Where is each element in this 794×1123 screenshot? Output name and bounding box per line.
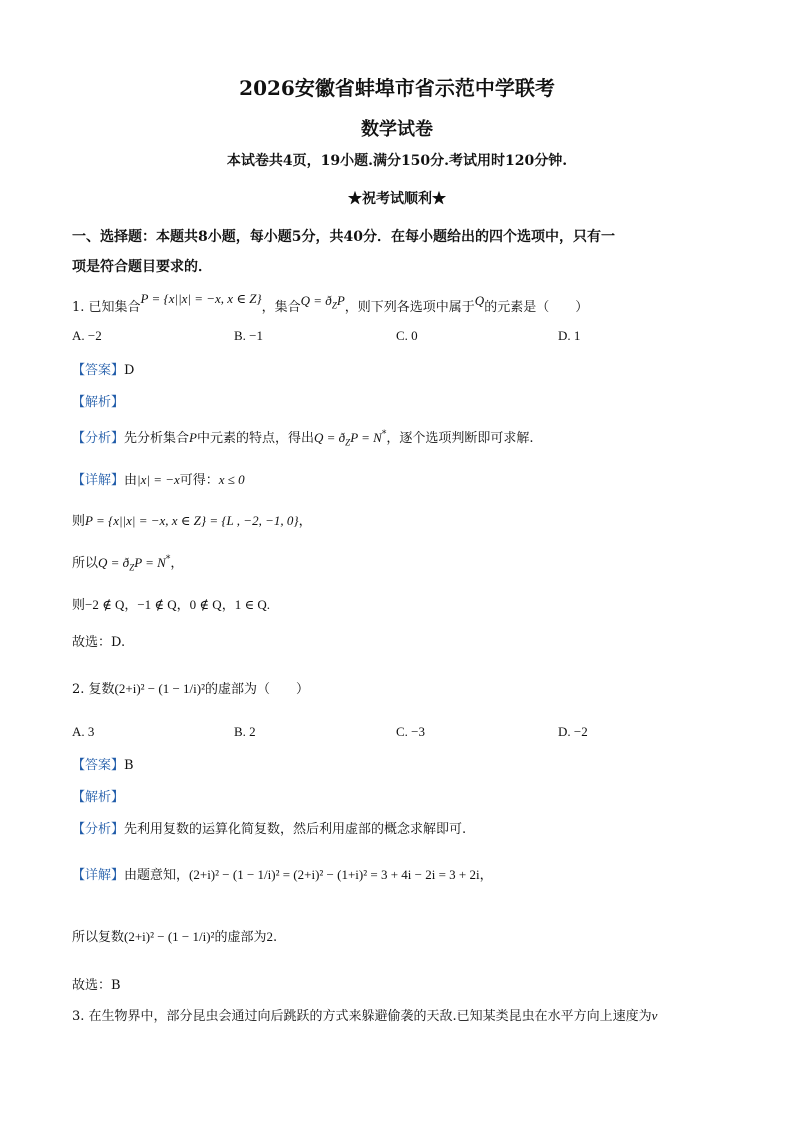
q2-line2: 所以复数(2+i)² − (1 − 1/i)²的虚部为2. bbox=[72, 929, 278, 945]
q1-xiangjie: 【详解】由|x| = −x可得：x ≤ 0 bbox=[72, 472, 245, 488]
q1-stem-d: 的元素是（ ） bbox=[484, 300, 589, 315]
q1-set-p: P = {x||x| = −x, x ∈ Z} bbox=[140, 291, 262, 306]
q2-option-d: D. −2 bbox=[558, 724, 588, 739]
q2-analysis-tag: 【解析】 bbox=[72, 790, 125, 805]
q2-option-b: B. 2 bbox=[234, 724, 256, 739]
q1-answer bbox=[72, 359, 134, 378]
section1-heading-line1: 一、选择题：本题共8小题，每小题5分，共40分．在每小题给出的四个选项中，只有一 bbox=[72, 229, 615, 245]
q1-option-b: B. −1 bbox=[234, 328, 264, 343]
q1-stem-b: ，集合 bbox=[261, 300, 301, 315]
q1-option-a: A. −2 bbox=[72, 328, 102, 343]
q2-stem: 2. 复数(2+i)² − (1 − 1/i)²的虚部为（ ） bbox=[72, 681, 310, 697]
q1-option-d: D. 1 bbox=[558, 328, 581, 343]
q1-analysis-tag: 【解析】 bbox=[72, 395, 125, 410]
q1-stem-a: 1. 已知集合 bbox=[72, 300, 141, 315]
q2-option-a: A. 3 bbox=[72, 724, 95, 739]
exam-title: 2026安徽省蚌埠市省示范中学联考 bbox=[239, 76, 555, 100]
exam-info: 本试卷共4页，19小题.满分150分.考试用时120分钟. bbox=[226, 153, 568, 169]
q3-stem: 3. 在生物界中，部分昆虫会通过向后跳跃的方式来躲避偷袭的天敌.已知某类昆虫在水平方向上速度为v bbox=[72, 1008, 658, 1024]
q1-answer-value: D bbox=[124, 363, 135, 378]
q1-q-var: Q bbox=[474, 293, 485, 308]
q1-line2: 则P = {x||x| = −x, x ∈ Z} = {L , −2, −1, 0}， bbox=[72, 513, 312, 529]
q2-answer: 【答案】B bbox=[72, 758, 134, 773]
q1-answer-tag: 【答案】 bbox=[72, 363, 125, 378]
section1-heading-line2: 项是符合题目要求的． bbox=[72, 259, 212, 275]
q1-stem-c: ，则下列各选项中属于 bbox=[344, 300, 475, 315]
q1-line4: 则−2 ∉ Q，−1 ∉ Q，0 ∉ Q，1 ∈ Q. bbox=[72, 597, 270, 612]
q2-xiangjie: 【详解】由题意知，(2+i)² − (1 − 1/i)² = (2+i)² − (1+i)² = 3 + 4i − 2i = 3 + 2i， bbox=[72, 867, 493, 883]
q1-fenxi: 【分析】先分析集合P中元素的特点，得出$Q = ð_ZP = N^*$，逐个选项判断即可求解. bbox=[72, 429, 534, 448]
q1-stem bbox=[72, 291, 589, 317]
q2-conclusion: 故选：B bbox=[72, 978, 121, 993]
q2-fenxi: 【分析】先利用复数的运算化简复数，然后利用虚部的概念求解即可. bbox=[72, 822, 467, 837]
q1-line3: 所以$Q = ð_ZP = N^*$， bbox=[72, 554, 184, 573]
exam-subtitle: 数学试卷 bbox=[361, 119, 433, 140]
q1-set-q: $Q = ð_ZP$ bbox=[300, 293, 345, 311]
q1-conclusion: 故选：D. bbox=[72, 635, 126, 650]
q2-formula: (2+i)² − (1 − 1/i)² bbox=[114, 681, 205, 696]
q1-option-c: C. 0 bbox=[396, 328, 418, 343]
q2-option-c: C. −3 bbox=[396, 724, 426, 739]
exam-wish: ★祝考试顺利★ bbox=[348, 191, 446, 207]
